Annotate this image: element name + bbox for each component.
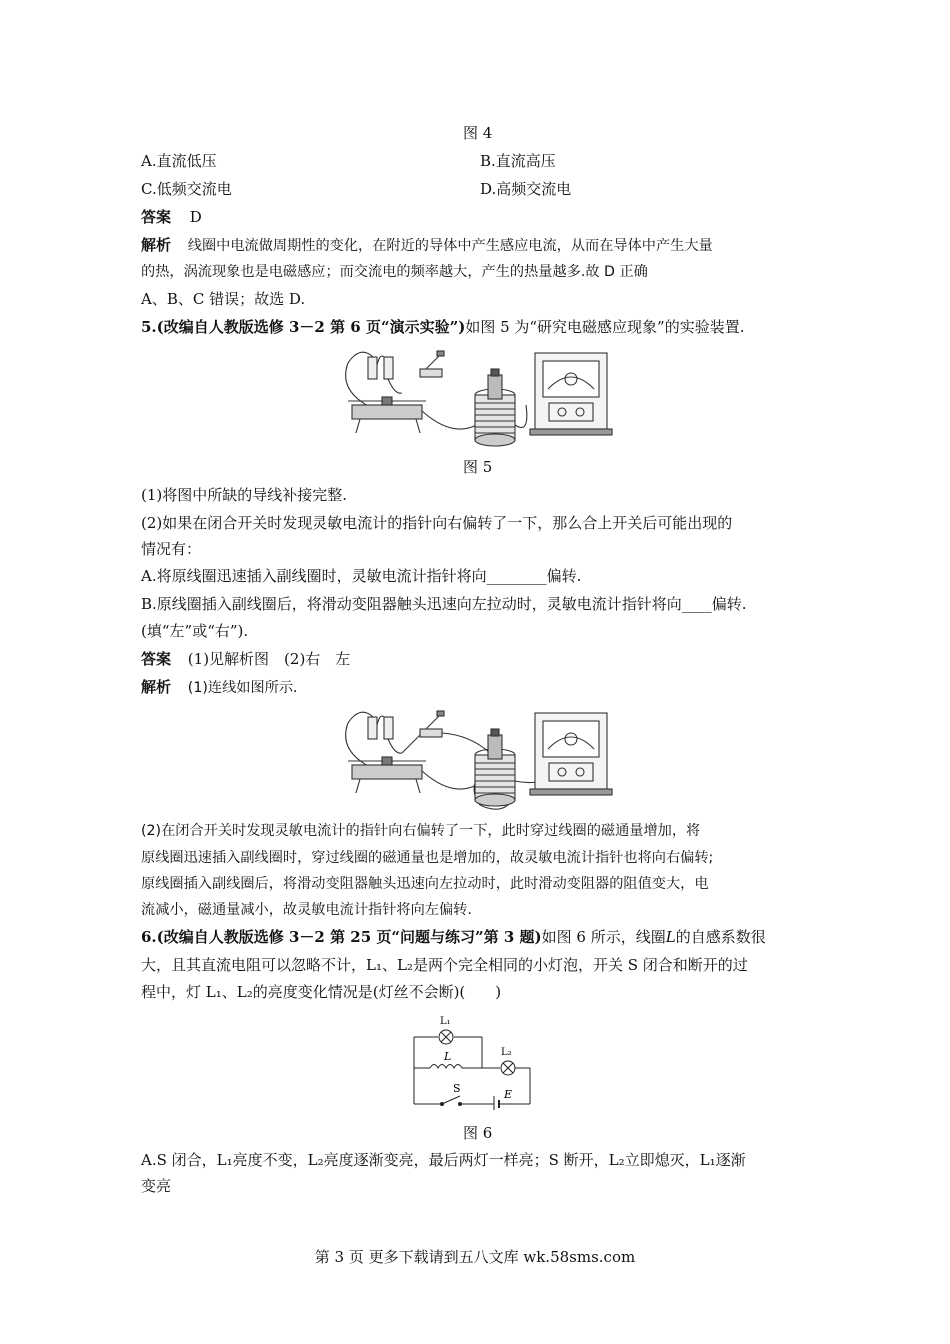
q5-fill-hint: (填“左”或“右”).: [141, 622, 249, 640]
q6-option-a-line2: 变亮: [141, 1177, 172, 1195]
fig5-apparatus: [340, 345, 620, 450]
q5-part2-line2: 情况有：: [141, 540, 202, 558]
q5-answer: [141, 649, 350, 669]
page-footer: 第 3 页 更多下载请到五八文库 wk.58sms.com: [314, 1248, 636, 1266]
q4-analysis-line3: A、B、C 错误；故选 D.: [141, 290, 306, 308]
q4-analysis-line2: 的热，涡流现象也是电磁感应；而交流电的频率越大，产生的热量越多.故 D 正确: [141, 264, 648, 280]
q6-stem-line2: 大，且其直流电阻可以忽略不计，L₁、L₂是两个完全相同的小灯泡，开关 S 闭合和断开的过: [141, 956, 748, 974]
q6-stem-inductor: L: [665, 928, 676, 946]
q5-analysis-1: [141, 677, 298, 698]
q5-analysis-label: 解析: [141, 678, 172, 696]
q5-option-a: A.将原线圈迅速插入副线圈时，灵敏电流计指针将向________偏转.: [141, 567, 582, 585]
fig5-solution-apparatus: [340, 705, 620, 815]
q5-analysis-2-line1: (2)在闭合开关时发现灵敏电流计的指针向右偏转了一下，此时穿过线圈的磁通量增加，将: [141, 823, 701, 839]
inductor-icon: [430, 1065, 462, 1069]
q4-analysis-label: 解析: [141, 236, 172, 254]
q4-analysis-text1: 线圈中电流做周期性的变化，在附近的导体中产生感应电流，从而在导体中产生大量: [187, 238, 713, 254]
q6-stem-text2: 的自感系数很: [675, 928, 766, 946]
q5-stem-text: 如图 5 为“研究电磁感应现象”的实验装置.: [465, 318, 745, 336]
label-e: E: [504, 1088, 513, 1101]
q4-answer-value: D: [189, 208, 202, 226]
q5-stem-source: 5.(改编自人教版选修 3－2 第 6 页“演示实验”): [141, 318, 466, 336]
q6-stem-source: 6.(改编自人教版选修 3－2 第 25 页“问题与练习”第 3 题): [141, 928, 542, 946]
q4-option-d: D.高频交流电: [480, 180, 572, 198]
fig5-caption: 图 5: [463, 458, 493, 476]
q6-stem-line1: [141, 927, 766, 947]
q5-analysis-text1: (1)连线如图所示.: [187, 680, 298, 696]
fig4-caption: 图 4: [463, 124, 493, 142]
q5-analysis-2-line4: 流减小，磁通量减小，故灵敏电流计指针将向左偏转.: [141, 902, 472, 918]
label-s: S: [453, 1082, 461, 1095]
q4-answer-label: 答案: [141, 208, 172, 226]
fig6-caption: 图 6: [463, 1124, 493, 1142]
q6-stem-line3: 程中，灯 L₁、L₂的亮度变化情况是(灯丝不会断)( ): [141, 983, 502, 1001]
q5-answer-value: (1)见解析图 (2)右 左: [187, 650, 351, 668]
q4-option-b: B.直流高压: [480, 152, 556, 170]
switch-s-icon: [442, 1096, 460, 1104]
q5-part2-line1: (2)如果在闭合开关时发现灵敏电流计的指针向右偏转了一下，那么合上开关后可能出现的: [141, 514, 733, 532]
q4-option-a: A.直流低压: [141, 152, 217, 170]
q4-analysis-line1: [141, 235, 713, 256]
fig6-circuit: [400, 1010, 540, 1110]
q5-stem: [141, 317, 745, 337]
q5-answer-label: 答案: [141, 650, 172, 668]
q4-answer: [141, 207, 202, 227]
q6-stem-text: 如图 6 所示，线圈: [541, 928, 666, 946]
q5-analysis-2-line2: 原线圈迅速插入副线圈时，穿过线圈的磁通量也是增加的，故灵敏电流计指针也将向右偏转;: [141, 850, 714, 866]
q4-option-c: C.低频交流电: [141, 180, 232, 198]
label-l: L: [444, 1050, 452, 1063]
q5-analysis-2-line3: 原线圈插入副线圈后，将滑动变阻器触头迅速向左拉动时，此时滑动变阻器的阻值变大，电: [141, 876, 709, 892]
q5-part1: (1)将图中所缺的导线补接完整.: [141, 486, 348, 504]
q6-option-a-line1: A.S 闭合，L₁亮度不变，L₂亮度逐渐变亮，最后两灯一样亮；S 断开，L₂立即熄灭，L₁逐渐: [141, 1151, 746, 1169]
label-l1: L₁: [440, 1016, 451, 1027]
q5-option-b: B.原线圈插入副线圈后，将滑动变阻器触头迅速向左拉动时，灵敏电流计指针将向____偏转.: [141, 595, 747, 613]
label-l2: L₂: [501, 1047, 512, 1058]
